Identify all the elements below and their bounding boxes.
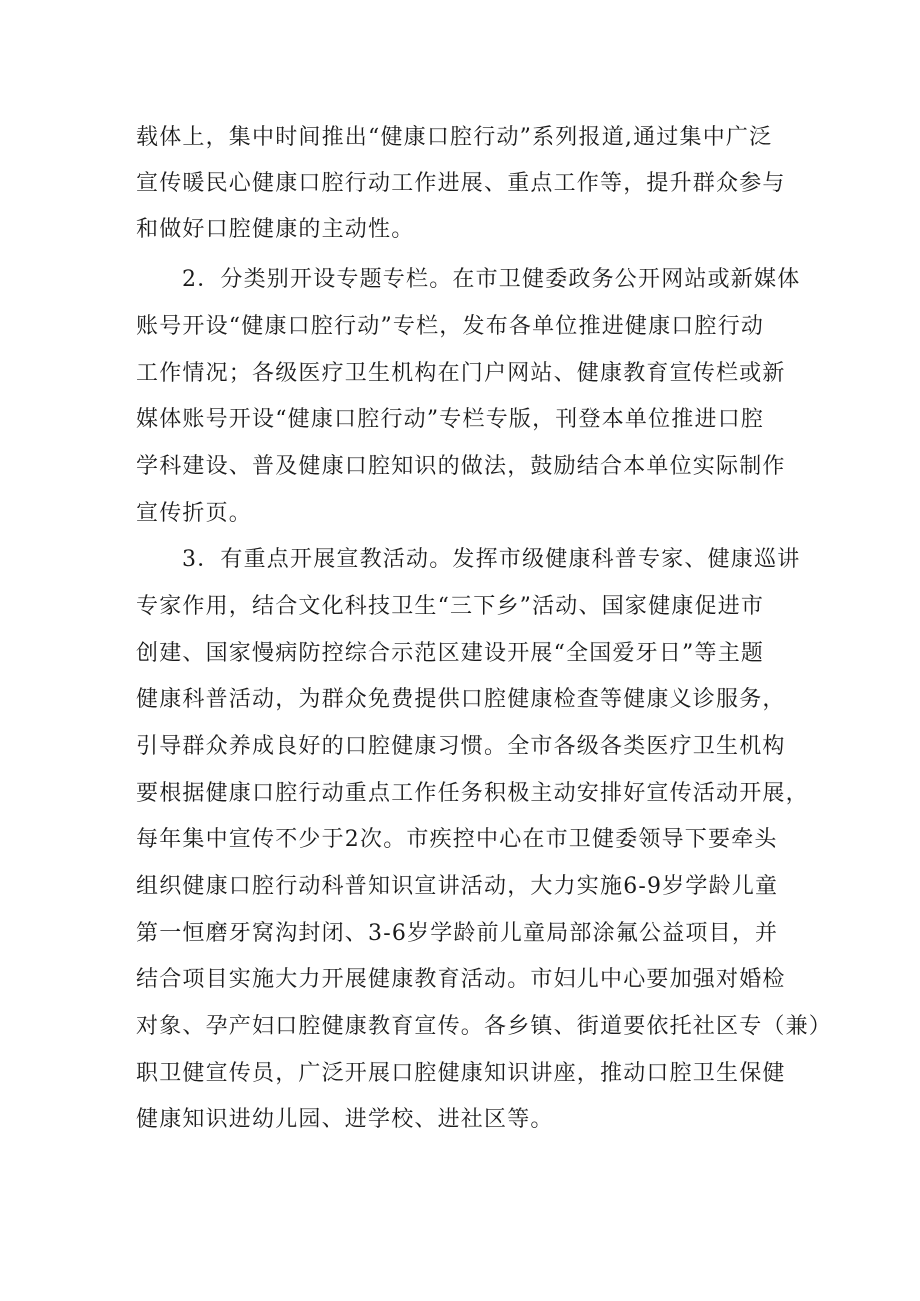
paragraph-1-line-1: 载体上，集中时间推出“健康口腔行动”系列报道,通过集中广泛 <box>136 125 773 150</box>
paragraph-3-line-2: 专家作用，结合文化科技卫生“三下乡”活动、国家健康促进市 <box>136 594 765 619</box>
paragraph-3-line-5: 引导群众养成良好的口腔健康习惯。全市各级各类医疗卫生机构 <box>136 734 786 759</box>
paragraph-3-line-9: 第一恒磨牙窝沟封闭、3-6岁学龄前儿童局部涂氟公益项目，并 <box>136 921 779 946</box>
paragraph-2-line-1: 2．分类别开设专题专栏。在市卫健委政务公开网站或新媒体 <box>182 267 801 292</box>
paragraph-1-line-3: 和做好口腔健康的主动性。 <box>136 217 415 242</box>
paragraph-3-line-13: 健康知识进幼儿园、进学校、进社区等。 <box>136 1107 554 1132</box>
paragraph-3-line-8: 组织健康口腔行动科普知识宣讲活动，大力实施6-9岁学龄儿童 <box>136 874 779 899</box>
paragraph-2-line-4: 媒体账号开设“健康口腔行动”专栏专版，刊登本单位推进口腔 <box>136 407 765 432</box>
paragraph-1-line-2: 宣传暖民心健康口腔行动工作进展、重点工作等，提升群众参与 <box>136 171 786 196</box>
paragraph-3-line-1: 3．有重点开展宣教活动。发挥市级健康科普专家、健康巡讲 <box>182 547 801 572</box>
paragraph-2-line-3: 工作情况；各级医疗卫生机构在门户网站、健康教育宣传栏或新 <box>136 361 786 386</box>
paragraph-3-line-12: 职卫健宣传员，广泛开展口腔健康知识讲座，推动口腔卫生保健 <box>136 1061 786 1086</box>
paragraph-3-line-3: 创建、国家慢病防控综合示范区建设开展“全国爱牙日”等主题 <box>136 641 765 666</box>
paragraph-3-line-11: 对象、孕产妇口腔健康教育宣传。各乡镇、街道要依托社区专（兼） <box>136 1014 833 1039</box>
paragraph-3-line-4: 健康科普活动，为群众免费提供口腔健康检查等健康义诊服务， <box>136 687 786 712</box>
paragraph-2-line-6: 宣传折页。 <box>136 501 253 526</box>
paragraph-3-line-10: 结合项目实施大力开展健康教育活动。市妇儿中心要加强对婚检 <box>136 967 786 992</box>
paragraph-2-line-2: 账号开设“健康口腔行动”专栏，发布各单位推进健康口腔行动 <box>136 314 765 339</box>
paragraph-3-line-6: 要根据健康口腔行动重点工作任务积极主动安排好宣传活动开展， <box>136 781 809 806</box>
paragraph-2-line-5: 学科建设、普及健康口腔知识的做法，鼓励结合本单位实际制作 <box>136 454 786 479</box>
paragraph-3-line-7: 每年集中宣传不少于2次。市疾控中心在市卫健委领导下要牵头 <box>136 827 778 852</box>
